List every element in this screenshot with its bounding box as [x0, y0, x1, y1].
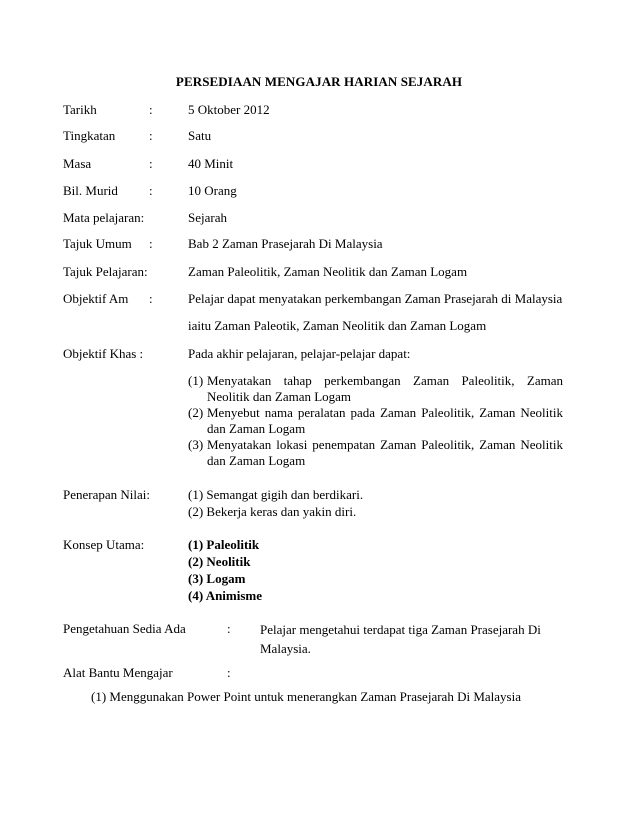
- pengetahuan-value: Pelajar mengetahui terdapat tiga Zaman Prasejarah Di Malaysia.: [260, 622, 541, 656]
- field-label: Tingkatan: [63, 128, 116, 143]
- field-bil-murid: [63, 182, 583, 200]
- alat-bantu-item: (1) Menggunakan Power Point untuk menerangkan Zaman Prasejarah Di Malaysia: [91, 689, 521, 704]
- field-label: Tajuk Pelajaran:: [63, 264, 148, 279]
- objektif-khas-list: [188, 373, 563, 469]
- section-label: Konsep Utama:: [63, 537, 145, 552]
- section-konsep-utama: [63, 536, 583, 554]
- field-label: Mata pelajaran:: [63, 210, 145, 225]
- document-title: PERSEDIAAN MENGAJAR HARIAN SEJARAH: [175, 74, 463, 89]
- field-objektif-am: [63, 290, 583, 308]
- field-mata-pelajaran: [63, 209, 583, 227]
- objektif-am-continuation: [63, 317, 583, 335]
- field-value: 10 Orang: [188, 183, 237, 198]
- nilai-item: (1) Semangat gigih dan berdikari.: [188, 487, 364, 502]
- field-masa: [63, 155, 583, 173]
- field-value: Bab 2 Zaman Prasejarah Di Malaysia: [188, 236, 383, 251]
- field-colon: :: [149, 156, 153, 171]
- field-tarikh: [63, 101, 583, 119]
- field-tingkatan: [63, 127, 583, 145]
- field-value: Satu: [188, 128, 212, 143]
- field-value: Pelajar dapat menyatakan perkembangan Zaman Prasejarah di Malaysia: [188, 291, 563, 306]
- section-objektif-khas: [63, 345, 583, 363]
- field-tajuk-umum: [63, 235, 583, 253]
- field-value: iaitu Zaman Paleotik, Zaman Neolitik dan Zaman Logam: [188, 318, 487, 333]
- field-label: Tajuk Umum: [63, 236, 132, 251]
- field-label: Objektif Am: [63, 291, 129, 306]
- list-item: [188, 405, 563, 437]
- field-value: 5 Oktober 2012: [188, 102, 270, 117]
- list-item: [188, 437, 563, 469]
- field-value: Zaman Paleolitik, Zaman Neolitik dan Zaman Logam: [188, 264, 468, 279]
- field-colon: :: [149, 291, 153, 306]
- konsep-item: (3) Logam: [188, 571, 246, 586]
- field-colon: :: [149, 102, 153, 117]
- section-label: Pengetahuan Sedia Ada: [63, 621, 186, 636]
- nilai-item: (2) Bekerja keras dan yakin diri.: [188, 504, 357, 519]
- field-label: Tarikh: [63, 102, 97, 117]
- list-item-text: Menyebut nama peralatan pada Zaman Paleolitik, Zaman Neolitik dan Zaman Logam: [207, 405, 563, 436]
- section-label: Penerapan Nilai:: [63, 487, 150, 502]
- field-tajuk-pelajaran: [63, 263, 583, 281]
- konsep-item: (2) Neolitik: [188, 554, 251, 569]
- section-label: Objektif Khas :: [63, 346, 144, 361]
- section-colon: :: [227, 621, 231, 636]
- list-item-number: (1): [188, 373, 204, 388]
- field-label: Bil. Murid: [63, 183, 118, 198]
- list-item-number: (3): [188, 437, 204, 452]
- field-label: Masa: [63, 156, 92, 171]
- konsep-item: (1) Paleolitik: [188, 537, 260, 552]
- section-colon: :: [227, 665, 231, 680]
- section-label: Alat Bantu Mengajar: [63, 665, 173, 680]
- list-item-text: Menyatakan lokasi penempatan Zaman Paleolitik, Zaman Neolitik dan Zaman Logam: [207, 437, 563, 468]
- konsep-item: (4) Animisme: [188, 588, 263, 603]
- field-colon: :: [149, 236, 153, 251]
- list-item: [188, 373, 563, 405]
- list-item-text: Menyatakan tahap perkembangan Zaman Paleolitik, Zaman Neolitik dan Zaman Logam: [207, 373, 563, 404]
- section-alat-bantu: [63, 664, 583, 682]
- field-colon: :: [149, 128, 153, 143]
- field-colon: :: [149, 183, 153, 198]
- field-value: Sejarah: [188, 210, 227, 225]
- list-item-number: (2): [188, 405, 204, 420]
- section-intro: Pada akhir pelajaran, pelajar-pelajar dapat:: [188, 346, 411, 361]
- field-value: 40 Minit: [188, 156, 234, 171]
